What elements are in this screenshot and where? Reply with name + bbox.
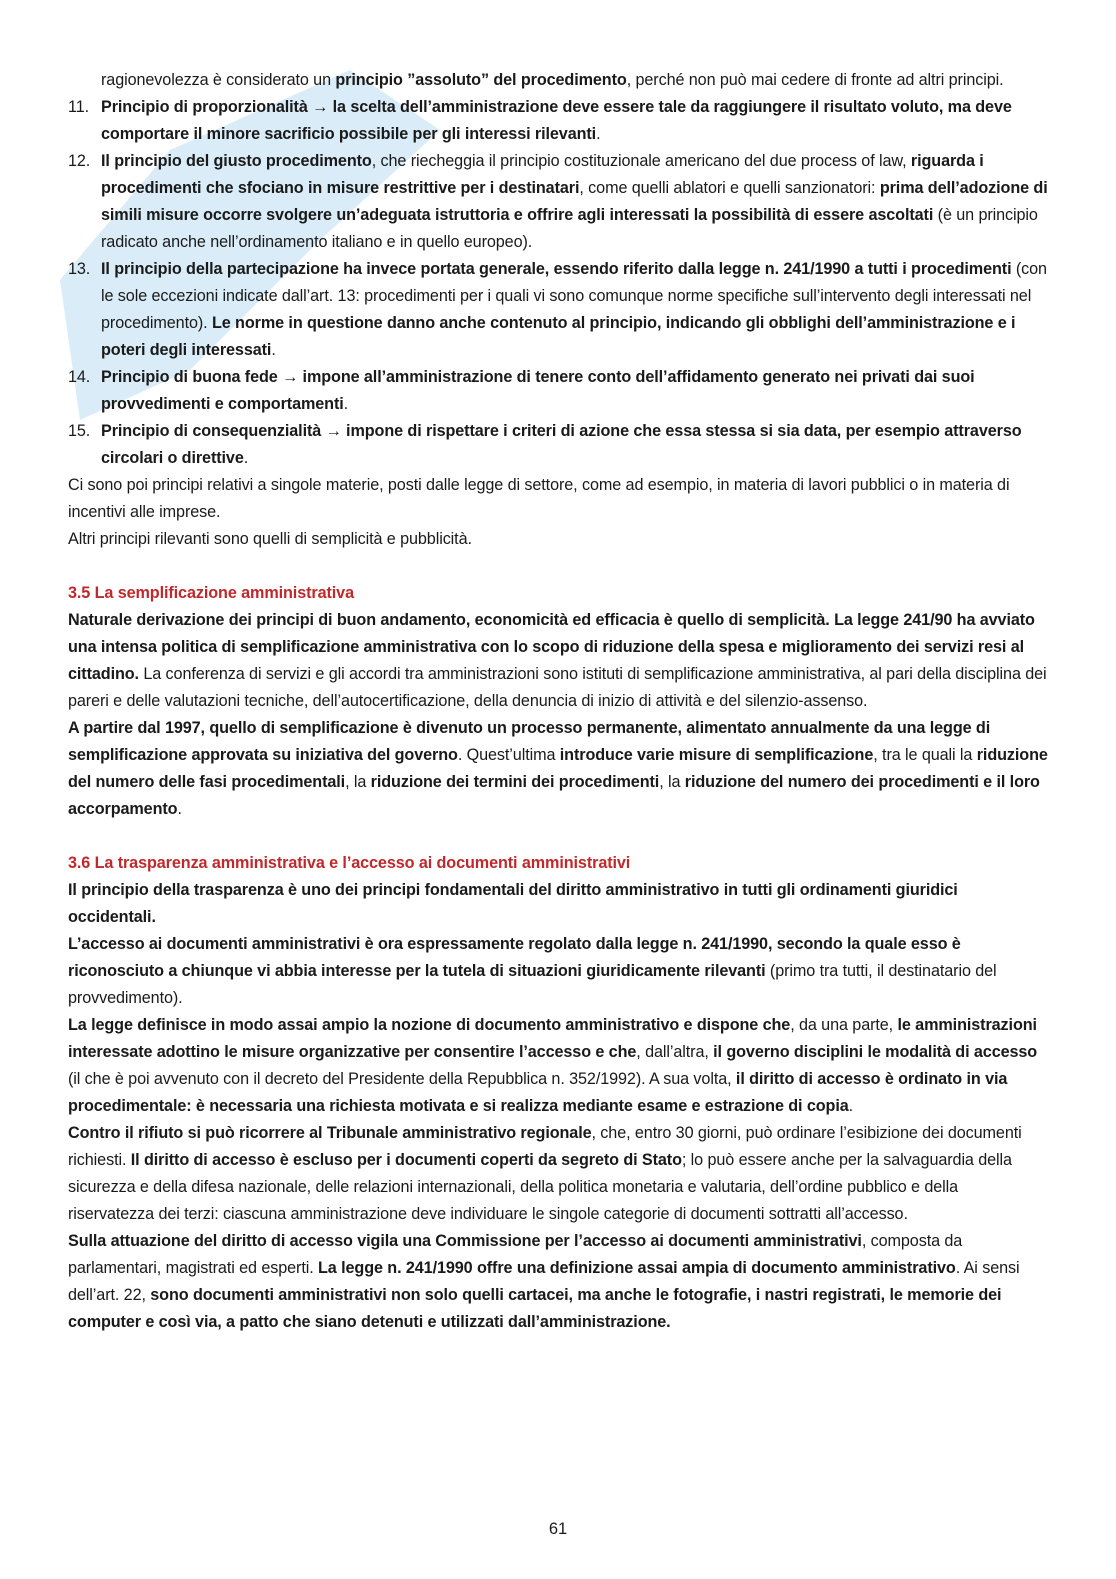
principle-item bbox=[68, 418, 1048, 472]
bold-text-segment: Il principio della trasparenza è uno dei principi fondamentali del diritto amministrativo in tutti gli ordinamenti giuridici occidentali. bbox=[68, 881, 958, 926]
bold-text-segment: riguarda i procedimenti che sfociano in misure restrittive per i destinatari bbox=[101, 152, 984, 197]
bold-text-segment: Contro il rifiuto si può ricorrere al Tribunale amministrativo regionale bbox=[68, 1124, 592, 1142]
intro-continuation bbox=[68, 67, 1048, 94]
text-segment: (è un principio radicato anche nell’ordinamento italiano e in quello europeo). bbox=[101, 206, 1038, 251]
bold-text-segment: il governo disciplini le modalità di accesso bbox=[713, 1043, 1038, 1061]
bold-text-segment: La legge definisce in modo assai ampio la nozione di documento amministrativo e dispone che bbox=[68, 1016, 791, 1034]
text-segment: . Quest’ultima bbox=[457, 746, 560, 764]
bold-text-segment: riduzione del numero dei procedimenti e il loro accorpamento bbox=[68, 773, 1040, 818]
bold-text-segment: La legge n. 241/1990 offre una definizione assai ampia di documento amministrativo bbox=[318, 1259, 956, 1277]
text-segment: , la bbox=[345, 773, 371, 791]
paragraph bbox=[68, 715, 1048, 823]
principle-item bbox=[68, 148, 1048, 256]
bold-text-segment: L’accesso ai documenti amministrativi è ora espressamente regolato dalla legge n. 241/1990, secondo la quale esso è riconosciuto a chiunque vi abbia interesse per la tutela di situazioni giuridicamente rilevanti bbox=[68, 935, 961, 980]
bold-text-segment: sono documenti amministrativi non solo quelli cartacei, ma anche le fotografie, i nastri registrati, le memorie dei computer e così via, a patto che siano detenuti e utilizzati dall’amministrazione. bbox=[68, 1286, 1002, 1331]
principle-item bbox=[68, 256, 1048, 364]
paragraph bbox=[68, 1228, 1048, 1336]
list-number: 14. bbox=[68, 368, 91, 386]
bold-text-segment: Le norme in questione danno anche contenuto al principio, indicando gli obblighi dell’amministrazione e i poteri degli interessati bbox=[101, 314, 1016, 359]
bold-text-segment: A partire dal 1997, quello di semplificazione è divenuto un processo permanente, alimentato annualmente da una legge di semplificazione approvata su iniziativa del governo bbox=[68, 719, 991, 764]
list-number: 11. bbox=[68, 98, 90, 116]
text-segment: , come quelli ablatori e quelli sanzionatori: bbox=[579, 179, 880, 197]
section-3-5-body bbox=[68, 607, 1048, 823]
text-segment: . bbox=[243, 449, 249, 467]
text-segment: , perché non può mai cedere di fronte ad altri principi. bbox=[626, 71, 1004, 89]
bold-text-segment: le amministrazioni interessate adottino le misure organizzative per consentire l’accesso e che bbox=[68, 1016, 1037, 1061]
section-3-6-body bbox=[68, 877, 1048, 1336]
paragraph: Altri principi rilevanti sono quelli di semplicità e pubblicità. bbox=[68, 530, 472, 548]
bold-text-segment: Il principio della partecipazione ha invece portata generale, essendo riferito dalla legge n. 241/1990 a tutti i procedimenti bbox=[101, 260, 1012, 278]
principle-item bbox=[68, 364, 1048, 418]
list-number: 12. bbox=[68, 152, 91, 170]
document-body bbox=[68, 67, 1048, 1336]
principle-item bbox=[68, 94, 1048, 148]
text-segment: , la bbox=[659, 773, 685, 791]
bold-text-segment: Naturale derivazione dei principi di buon andamento, economicità ed efficacia è quello di semplicità. bbox=[68, 611, 830, 629]
bold-text-segment: Principio di consequenzialità → impone di rispettare i criteri di azione che essa stessa si sia data, per esempio attraverso circolari o direttive bbox=[101, 422, 1022, 467]
text-segment: , composta da parlamentari, magistrati ed esperti. bbox=[68, 1232, 963, 1277]
paragraph bbox=[68, 607, 1048, 715]
bold-text-segment: Il diritto di accesso è escluso per i documenti coperti da segreto di Stato bbox=[130, 1151, 682, 1169]
paragraph bbox=[68, 931, 1048, 1012]
text-segment: , che riecheggia il principio costituzionale americano del due process of law, bbox=[371, 152, 911, 170]
text-segment: ragionevolezza è considerato un bbox=[101, 71, 336, 89]
principles-list bbox=[68, 94, 1048, 472]
bold-text-segment: Il principio del giusto procedimento bbox=[101, 152, 372, 170]
bold-text-segment: Principio di proporzionalità → la scelta dell’amministrazione deve essere tale da raggiungere il risultato voluto, ma deve comportare il minore sacrificio possibile per gli interessi rilevanti bbox=[101, 98, 1012, 143]
text-segment: . bbox=[343, 395, 349, 413]
paragraph bbox=[68, 1012, 1048, 1120]
text-segment: . bbox=[177, 800, 182, 818]
paragraph bbox=[68, 877, 1048, 931]
text-segment: ; lo può essere anche per la salvaguardia della sicurezza e della difesa nazionale, delle relazioni internazionali, della politica monetaria e valutaria, dell’ordine pubblico e della riservatezza dei terzi: ciascuna amministrazione deve individuare le singole categorie di documenti sottratti all’accesso. bbox=[68, 1151, 1012, 1223]
bold-text-segment: introduce varie misure di semplificazione bbox=[559, 746, 874, 764]
page-number: 61 bbox=[548, 1520, 568, 1538]
paragraph: Ci sono poi principi relativi a singole materie, posti dalle legge di settore, come ad esempio, in materia di lavori pubblici o in materia di incentivi alle imprese. bbox=[68, 476, 1010, 521]
text-segment: . bbox=[271, 341, 276, 359]
bold-text-segment: principio ”assoluto” del procedimento bbox=[335, 71, 627, 89]
bold-text-segment: La legge 241/90 ha avviato una intensa politica di semplificazione amministrativa con lo scopo di riduzione della spesa e miglioramento dei servizi resi al cittadino. bbox=[68, 611, 1035, 683]
text-segment: , da una parte, bbox=[790, 1016, 898, 1034]
section-heading-3-5: 3.5 La semplificazione amministrativa bbox=[68, 584, 354, 602]
bold-text-segment: Sulla attuazione del diritto di accesso vigila una Commissione per l’accesso ai documenti amministrativi bbox=[68, 1232, 862, 1250]
text-segment: (il che è poi avvenuto con il decreto del Presidente della Repubblica n. 352/1992). A sua volta, bbox=[68, 1070, 736, 1088]
text-segment: (primo tra tutti, il destinatario del provvedimento). bbox=[68, 962, 997, 1007]
bold-text-segment: il diritto di accesso è ordinato in via procedimentale: è necessaria una richiesta motivata e si realizza mediante esame e estrazione di copia bbox=[68, 1070, 1008, 1115]
text-segment: (con le sole eccezioni indicate dall’art. 13: procedimenti per i quali vi sono comunque norme specifiche sull’intervento degli interessati nel procedimento). bbox=[101, 260, 1047, 332]
bold-text-segment: riduzione dei termini dei procedimenti bbox=[370, 773, 660, 791]
bold-text-segment: riduzione del numero delle fasi procedimentali bbox=[68, 746, 1048, 791]
after-list-paragraphs bbox=[68, 472, 1048, 553]
text-segment: , dall’altra, bbox=[636, 1043, 714, 1061]
text-segment: , che, entro 30 giorni, può ordinare l’esibizione dei documenti richiesti. bbox=[68, 1124, 1022, 1169]
text-segment: . bbox=[848, 1097, 854, 1115]
bold-text-segment: Principio di buona fede → impone all’amministrazione di tenere conto dell’affidamento generato nei privati dai suoi provvedimenti e comportamenti bbox=[101, 368, 975, 413]
list-number: 13. bbox=[68, 260, 91, 278]
bold-text-segment: prima dell’adozione di simili misure occorre svolgere un’adeguata istruttoria e offrire agli interessati la possibilità di essere ascoltati bbox=[101, 179, 1048, 224]
text-segment: . bbox=[596, 125, 601, 143]
text-segment: . Ai sensi dell’art. 22, bbox=[68, 1259, 1020, 1304]
paragraph bbox=[68, 1120, 1048, 1228]
list-number: 15. bbox=[68, 422, 91, 440]
text-segment: , tra le quali la bbox=[873, 746, 977, 764]
section-heading-3-6: 3.6 La trasparenza amministrativa e l’accesso ai documenti amministrativi bbox=[68, 854, 631, 872]
text-segment: La conferenza di servizi e gli accordi tra amministrazioni sono istituti di semplificazione amministrativa, al pari della disciplina dei pareri e delle valutazioni tecniche, dell’autocertificazione, della denuncia di inizio di attività e del silenzio-assenso. bbox=[68, 665, 1047, 710]
